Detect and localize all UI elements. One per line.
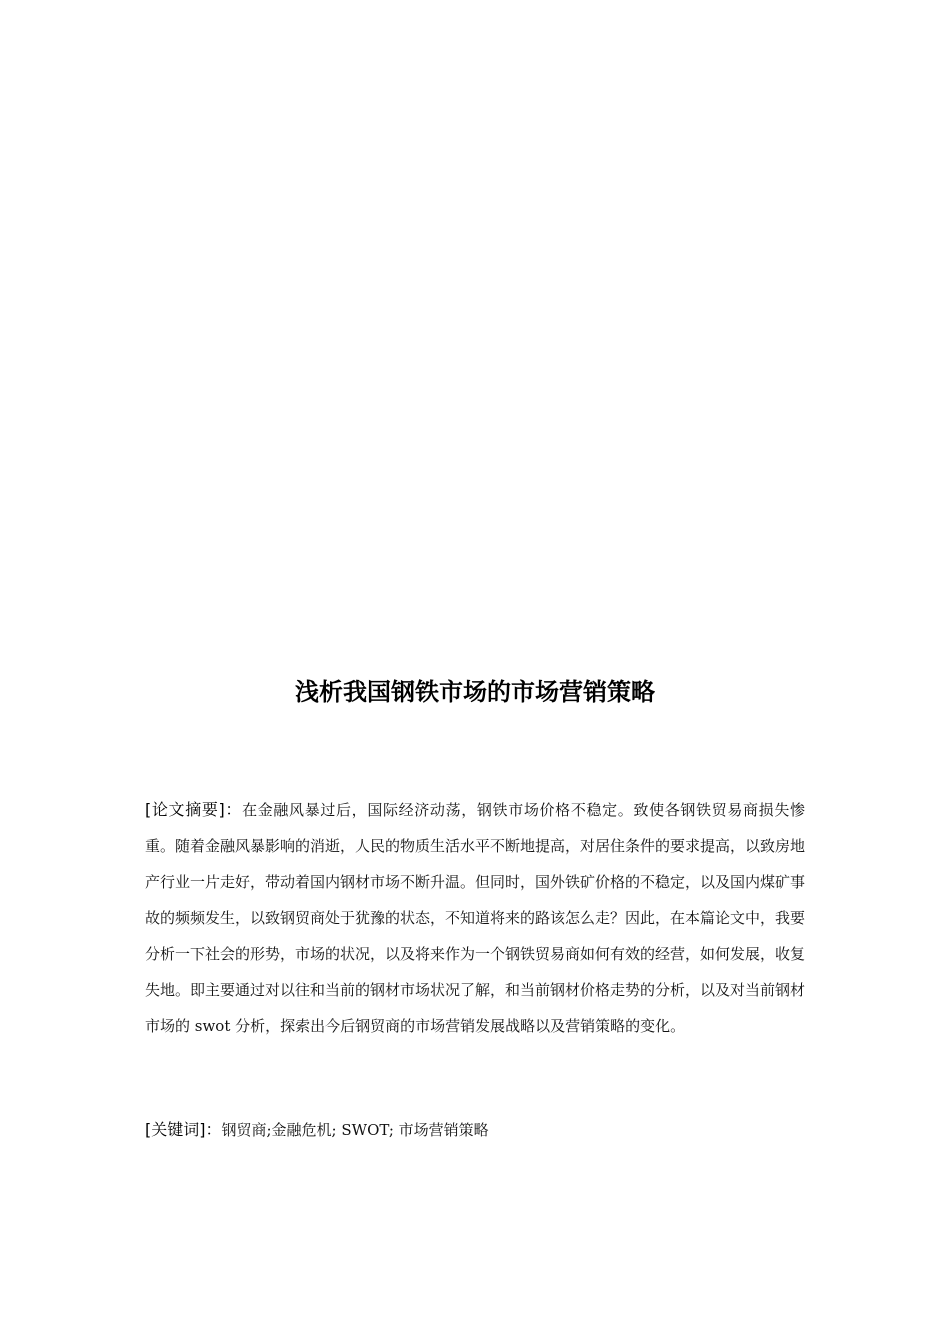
abstract-label: [论文摘要]： <box>145 800 243 819</box>
keywords-text: 钢贸商;金融危机; SWOT; 市场营销策略 <box>221 1121 489 1139</box>
abstract-paragraph <box>145 792 805 1044</box>
paper-title: 浅析我国钢铁市场的市场营销策略 <box>295 678 655 706</box>
keywords-label: [关键词]： <box>145 1120 222 1139</box>
keywords-paragraph <box>145 1112 805 1148</box>
abstract-text: 在金融风暴过后，国际经济动荡，钢铁市场价格不稳定。致使各钢铁贸易商损失惨重。随着金融风暴影响的消逝，人民的物质生活水平不断地提高，对居住条件的要求提高，以致房地产行业一片走好，带动着国内钢材市场不断升温。但同时，国外铁矿价格的不稳定，以及国内煤矿事故的频频发生，以致钢贸商处于犹豫的状态，不知道将来的路该怎么走？因此，在本篇论文中，我要分析一下社会的形势，市场的状况，以及将来作为一个钢铁贸易商如何有效的经营，如何发展，收复失地。即主要通过对以往和当前的钢材市场状况了解，和当前钢材价格走势的分析，以及对当前钢材市场的 swot 分析，探索出今后钢贸商的市场营销发展战略以及营销策略的变化。 <box>145 801 806 1035</box>
